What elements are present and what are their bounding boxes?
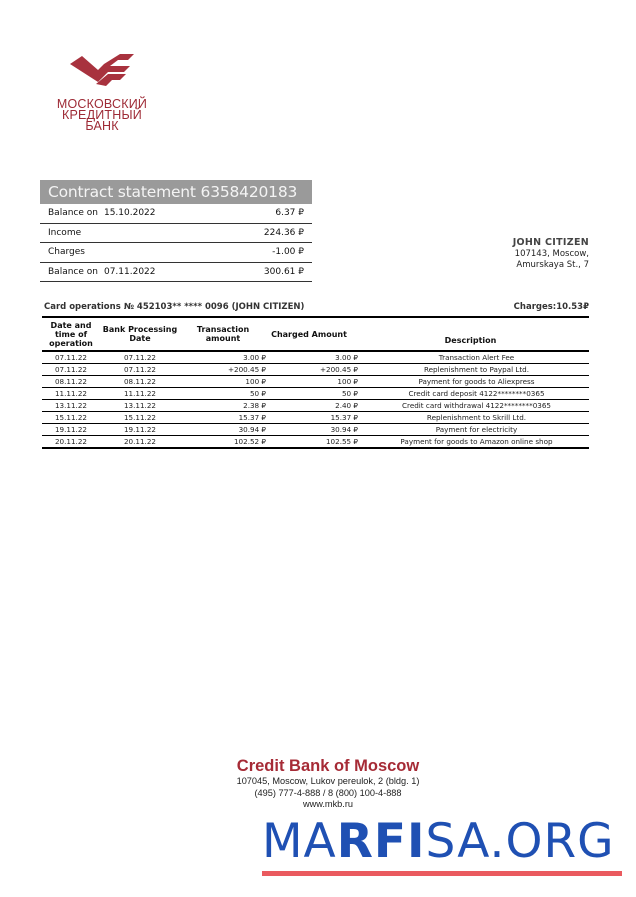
cell-transaction: 15.37 ₽ [238, 413, 266, 422]
watermark [262, 814, 626, 876]
table-row [42, 352, 589, 364]
table-row [42, 388, 589, 400]
cell-description: Transaction Alert Fee [438, 353, 515, 362]
cell-description: Replenishment to Paypal Ltd. [423, 365, 530, 374]
charges-total: Charges:10.53₽ [513, 302, 589, 312]
cell-date: 20.11.22 [54, 437, 87, 446]
cell-description: Payment for electricity [435, 425, 518, 434]
table-row [42, 364, 589, 376]
cell-date: 07.11.22 [54, 353, 87, 362]
col-charged-header: Charged Amount [271, 329, 347, 339]
cell-charged: 50 ₽ [341, 389, 358, 398]
summary-row: Balance on 15.10.2022 6.37 ₽ [40, 204, 312, 224]
summary-row: Balance on 07.11.2022 300.61 ₽ [40, 263, 312, 283]
table-row [42, 412, 589, 424]
cell-processing: 11.11.22 [123, 389, 156, 398]
watermark-underline [262, 871, 622, 876]
cell-date: 19.11.22 [54, 425, 87, 434]
table-row [42, 436, 589, 449]
cell-processing: 07.11.22 [123, 365, 156, 374]
cell-charged: +200.45 ₽ [319, 365, 358, 374]
cell-transaction: 2.38 ₽ [243, 401, 266, 410]
bank-logo-text: МОСКОВСКИЙ КРЕДИТНЫЙ БАНК [56, 97, 148, 133]
cell-transaction: 3.00 ₽ [243, 353, 266, 362]
card-operations-header [44, 302, 589, 312]
cell-processing: 07.11.22 [123, 353, 156, 362]
bank-logo-mark-icon [68, 52, 136, 92]
col-transaction-header: Transaction amount [196, 325, 250, 343]
cell-charged: 2.40 ₽ [335, 401, 358, 410]
cell-charged: 30.94 ₽ [330, 425, 358, 434]
table-header [42, 316, 589, 352]
cell-processing: 08.11.22 [123, 377, 156, 386]
cell-transaction: 30.94 ₽ [238, 425, 266, 434]
table-row [42, 400, 589, 412]
cell-charged: 15.37 ₽ [330, 413, 358, 422]
cell-date: 11.11.22 [54, 389, 87, 398]
footer-phones: (495) 777-4-888 / 8 (800) 100-4-888 [254, 787, 402, 798]
cell-transaction: 102.52 ₽ [233, 437, 266, 446]
cell-description: Credit card withdrawal 4122********0365 [402, 401, 551, 410]
cell-charged: 3.00 ₽ [335, 353, 358, 362]
statement-summary [40, 180, 312, 282]
cell-description: Payment for goods to Aliexpress [418, 377, 535, 386]
summary-row: Income 224.36 ₽ [40, 224, 312, 244]
footer-bank-name: Credit Bank of Moscow [236, 757, 420, 775]
col-date-header: Date and time of operation [49, 320, 93, 348]
cell-processing: 15.11.22 [123, 413, 156, 422]
bank-footer [0, 757, 636, 811]
cell-transaction: 100 ₽ [245, 377, 266, 386]
footer-address: 107045, Moscow, Lukov pereulok, 2 (bldg. 1) [236, 776, 420, 786]
cell-processing: 13.11.22 [123, 401, 156, 410]
statement-title: Contract statement 6358420183 [40, 180, 312, 204]
col-description-header: Description [444, 335, 497, 345]
customer-address-line1: 107143, Moscow, [514, 248, 589, 259]
cell-description: Credit card deposit 4122********0365 [408, 389, 545, 398]
summary-row: Charges -1.00 ₽ [40, 243, 312, 263]
cell-charged: 100 ₽ [337, 377, 358, 386]
customer-name: JOHN CITIZEN [512, 237, 589, 248]
footer-website: www.mkb.ru [302, 799, 354, 809]
cell-processing: 19.11.22 [123, 425, 156, 434]
customer-address-line2: Amurskaya St., 7 [516, 260, 589, 270]
card-operations-title: Card operations № 452103** **** 0096 (JOHN CITIZEN) [44, 302, 305, 312]
cell-date: 07.11.22 [54, 365, 87, 374]
cell-transaction: 50 ₽ [249, 389, 266, 398]
customer-info [513, 237, 589, 272]
cell-date: 13.11.22 [54, 401, 87, 410]
cell-date: 15.11.22 [54, 413, 87, 422]
table-row [42, 424, 589, 436]
watermark-text: MARFISA.ORG [262, 814, 615, 869]
cell-charged: 102.55 ₽ [325, 437, 358, 446]
cell-transaction: +200.45 ₽ [227, 365, 266, 374]
table-row [42, 376, 589, 388]
cell-processing: 20.11.22 [123, 437, 156, 446]
operations-table [42, 316, 589, 449]
cell-description: Payment for goods to Amazon online shop [400, 437, 553, 446]
cell-date: 08.11.22 [54, 377, 87, 386]
col-processing-header: Bank Processing Date [102, 325, 178, 343]
cell-description: Replenishment to Skrill Ltd. [426, 413, 527, 422]
